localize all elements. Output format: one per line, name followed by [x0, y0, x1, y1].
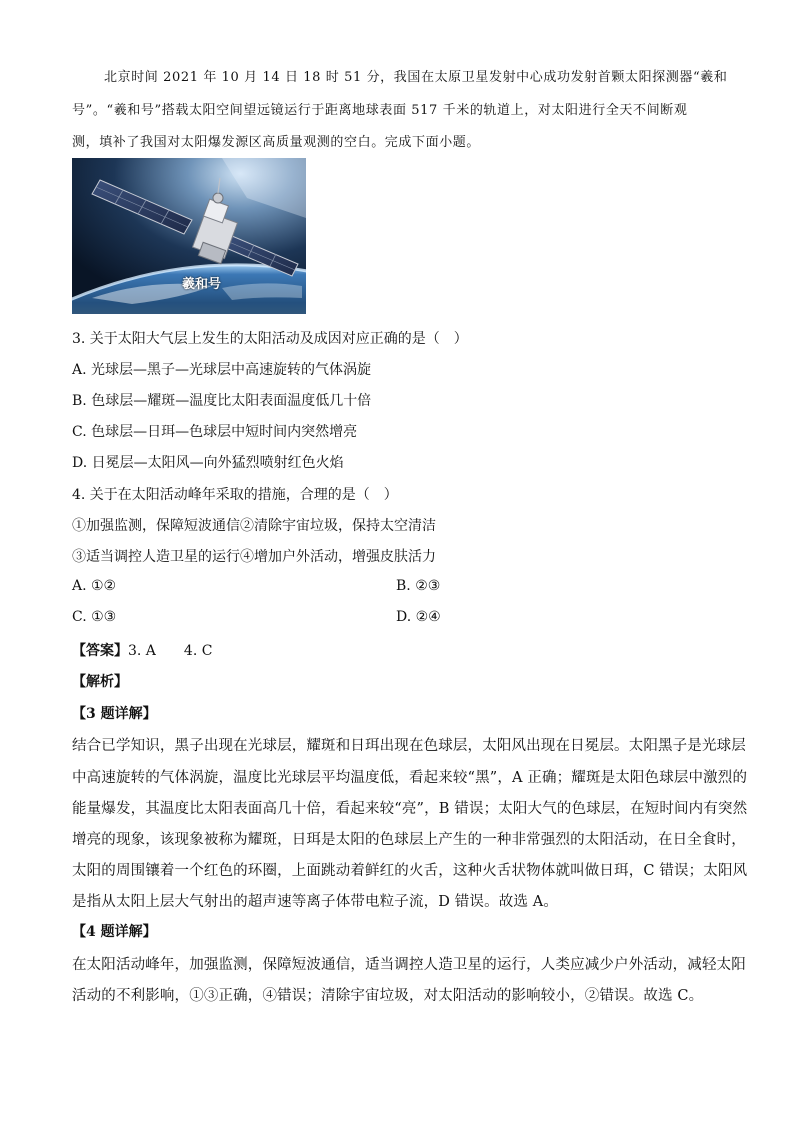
question-3-option-a: A. 光球层—黑子—光球层中高速旋转的气体涡旋: [72, 362, 372, 378]
question-4-statements-1: ①加强监测，保障短波通信②清除宇宙垃圾，保持太空清洁: [72, 518, 436, 534]
detail-4-line: 在太阳活动峰年，加强监测，保障短波通信，适当调控人造卫星的运行，人类应减少户外活动，减轻太阳: [72, 957, 746, 973]
detail-3-line: 增亮的现象，该现象被称为耀斑，日珥是太阳的色球层上产生的一种非常强烈的太阳活动，在日全食时，: [72, 832, 746, 848]
image-caption: 羲和号: [182, 277, 222, 292]
detail-3-line: 中高速旋转的气体涡旋，温度比光球层平均温度低，看起来较“黑”，A 正确；耀斑是太阳色球层中激烈的: [72, 770, 748, 786]
detail-3-line: 能量爆发，其温度比太阳表面高几十倍，看起来较“亮”，B 错误；太阳大气的色球层，在短时间内有突然: [72, 801, 748, 817]
question-3-option-c: C. 色球层—日珥—色球层中短时间内突然增亮: [72, 424, 358, 440]
question-3-option-d: D. 日冕层—太阳风—向外猛烈喷射红色火焰: [72, 455, 344, 471]
detail-3-line: 太阳的周围镶着一个红色的环圈，上面跳动着鲜红的火舌，这种火舌状物体就叫做日珥，C 错误；太阳风: [72, 863, 748, 879]
answer-label: 【答案】: [72, 643, 128, 659]
detail-3-line: 结合已学知识，黑子出现在光球层，耀斑和日珥出现在色球层，太阳风出现在日冕层。太阳黑子是光球层: [72, 738, 746, 754]
question-3-option-b: B. 色球层—耀斑—温度比太阳表面温度低几十倍: [72, 393, 372, 409]
answer-text: 3. A 4. C: [128, 643, 213, 659]
detail-3-heading: 【3 题详解】: [72, 706, 157, 722]
intro-line-2: 号”。“羲和号”搭载太阳空间望远镜运行于距离地球表面 517 千米的轨道上，对太阳进行全天不间断观: [72, 103, 688, 118]
answer-row: [72, 640, 212, 660]
detail-3-line: 是指从太阳上层大气射出的超声速等离子体带电粒子流，D 错误。故选 A。: [72, 894, 559, 910]
intro-line-1: 北京时间 2021 年 10 月 14 日 18 时 51 分，我国在太原卫星发射中心成功发射首颗太阳探测器“羲和: [104, 70, 728, 85]
detail-4-heading: 【4 题详解】: [72, 924, 157, 940]
question-4-option-c: C. ①③: [72, 609, 117, 625]
question-4-option-a: A. ①②: [72, 578, 117, 594]
detail-4-line: 活动的不利影响，①③正确，④错误；清除宇宙垃圾，对太阳活动的影响较小，②错误。故选 C。: [72, 988, 704, 1004]
question-4-statements-2: ③适当调控人造卫星的运行④增加户外活动，增强皮肤活力: [72, 549, 436, 565]
analysis-label: 【解析】: [72, 674, 128, 690]
question-4-option-b: B. ②③: [396, 578, 441, 594]
question-4-stem: 4. 关于在太阳活动峰年采取的措施，合理的是（ ）: [72, 487, 398, 503]
question-3-stem: 3. 关于太阳大气层上发生的太阳活动及成因对应正确的是（ ）: [72, 331, 468, 347]
satellite-image: [72, 158, 306, 314]
question-4-option-d: D. ②④: [396, 609, 441, 625]
intro-line-3: 测，填补了我国对太阳爆发源区高质量观测的空白。完成下面小题。: [72, 135, 481, 150]
